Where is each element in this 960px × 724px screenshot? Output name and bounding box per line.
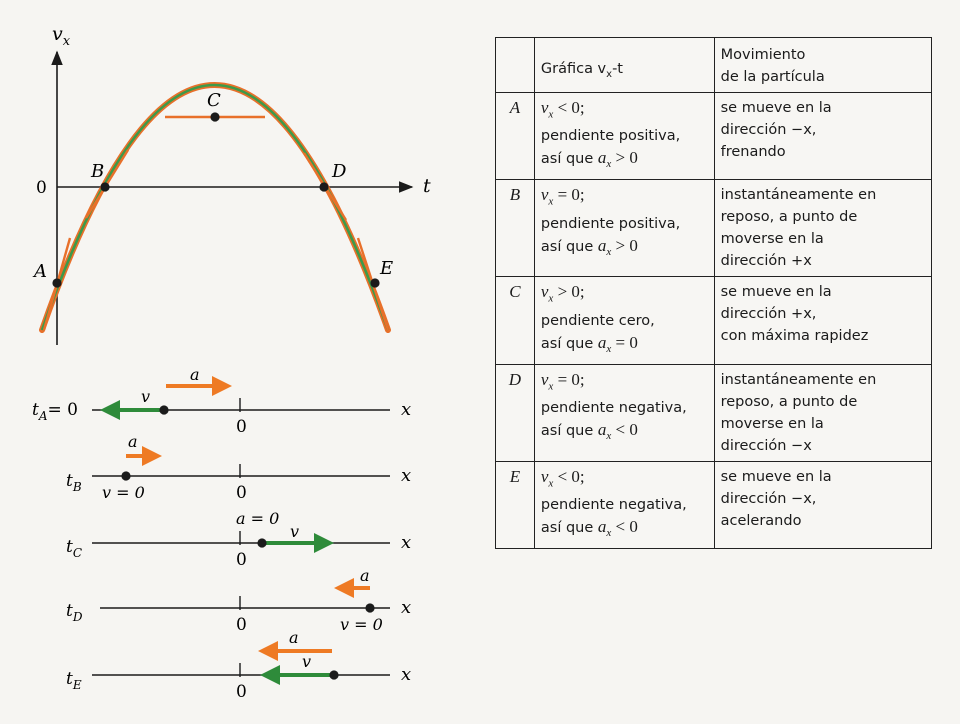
- table-body: [496, 93, 932, 549]
- row-motion-description: [714, 461, 931, 548]
- svg-text:tE: $t_E$: [66, 669, 82, 692]
- svg-text:a: a: [289, 628, 299, 647]
- point-a-label: A: [34, 261, 47, 282]
- motion-text-line: instantáneamente en: [720, 371, 877, 388]
- motion-text-line: dirección −x,: [720, 122, 817, 138]
- left-figure: [0, 0, 470, 720]
- row-graph-description: [534, 180, 714, 277]
- table-text: < 0: [611, 516, 638, 536]
- svg-text:v = 0: v = 0: [340, 615, 383, 634]
- table-text: a: [597, 235, 607, 255]
- point-d-label: D: [332, 161, 347, 182]
- svg-text:x: x: [401, 664, 412, 685]
- table-text: [541, 419, 708, 447]
- particle-b: [121, 471, 130, 480]
- table-text: así que: [540, 422, 598, 439]
- svg-text:v: v: [302, 652, 312, 671]
- row-graph-description: [534, 277, 714, 364]
- motion-text-line: instantáneamente en: [720, 187, 877, 204]
- motion-text-line: reposo, a punto de: [720, 393, 858, 410]
- motion-text-line: acelerando: [720, 512, 802, 529]
- table-text: x: [548, 292, 554, 305]
- table-text: así que: [540, 335, 598, 352]
- table-text: x: [548, 476, 554, 489]
- table-text: x: [548, 195, 554, 208]
- table-text: así que: [540, 151, 598, 168]
- vx-t-diagram: [0, 0, 470, 720]
- svg-text:x: x: [401, 532, 412, 553]
- motion-text-line: se mueve en la: [720, 100, 832, 116]
- vx-axis-label: $v_x$: [52, 23, 71, 49]
- svg-text:v: v: [141, 387, 151, 406]
- particle-d: [365, 603, 374, 612]
- motion-text-line: dirección −x,: [720, 490, 817, 507]
- point-e: [370, 278, 379, 287]
- svg-text:0: 0: [236, 682, 247, 702]
- motion-text-line: moverse en la: [720, 231, 824, 248]
- table-text: x: [548, 379, 554, 392]
- table-text: pendiente positiva,: [540, 215, 681, 232]
- table-row: [496, 364, 932, 461]
- table-text: [541, 332, 708, 360]
- table-text: pendiente negativa,: [540, 496, 687, 513]
- point-d: [319, 182, 328, 191]
- particle-a: [159, 405, 168, 414]
- table-text: > 0;: [553, 282, 585, 302]
- table-text: [541, 235, 708, 263]
- table-text: > 0: [611, 148, 638, 168]
- svg-text:tA= 0: $t_A= 0$: [32, 400, 78, 423]
- svg-text:0: 0: [236, 417, 247, 437]
- svg-text:a = 0: a = 0: [236, 509, 280, 528]
- motion-text-line: dirección +x: [720, 253, 812, 270]
- header-motion: Movimiento de la partícula: [714, 38, 931, 93]
- point-c: [210, 112, 219, 121]
- table-text: así que: [540, 519, 598, 536]
- table-text: x: [606, 158, 612, 171]
- table-row: [496, 461, 932, 548]
- header-graph: Gráfica $v_x-t$: [534, 38, 714, 93]
- svg-text:a: a: [128, 432, 138, 451]
- svg-text:x: x: [401, 597, 412, 618]
- table-text: < 0;: [553, 466, 585, 486]
- table-text: a: [597, 332, 607, 352]
- particle-e: [329, 670, 338, 679]
- point-b: [100, 182, 109, 191]
- header-empty-cell: [496, 38, 535, 93]
- row-motion-description: [714, 364, 931, 461]
- table-text: pendiente positiva,: [540, 128, 681, 145]
- svg-text:tC: $t_C$: [66, 537, 83, 560]
- table-text: > 0: [611, 235, 638, 255]
- row-graph-description: [534, 93, 714, 180]
- point-c-label: C: [207, 90, 221, 111]
- table-text: < 0: [611, 419, 638, 439]
- table-text: = 0;: [553, 369, 585, 389]
- origin-label: 0: [36, 178, 47, 198]
- motion-line-b: [66, 432, 411, 503]
- svg-text:tD: $t_D$: [66, 601, 83, 624]
- motion-text-line: se mueve en la: [720, 468, 832, 485]
- row-motion-description: [714, 93, 931, 180]
- table-text: [541, 184, 708, 212]
- table-text: x: [606, 245, 612, 258]
- motion-text-line: dirección −x: [720, 437, 812, 454]
- table-text: [541, 369, 708, 397]
- table-text: v: [540, 185, 549, 205]
- table-row: [496, 277, 932, 364]
- table-text: < 0;: [553, 98, 585, 117]
- table-text: x: [606, 342, 612, 355]
- t-axis-label: t: [423, 175, 431, 197]
- motion-line-a: [32, 365, 411, 437]
- svg-text:0: 0: [236, 615, 247, 635]
- particle-c: [257, 538, 266, 547]
- table-text: a: [597, 419, 607, 439]
- table-text: a: [597, 148, 607, 168]
- table-text: pendiente cero,: [540, 312, 655, 329]
- row-letter: D: [496, 364, 535, 461]
- svg-text:0: 0: [236, 550, 247, 570]
- table-text: [541, 97, 708, 125]
- table-text: x: [548, 108, 554, 121]
- motion-text-line: moverse en la: [720, 415, 824, 432]
- table-text: = 0: [611, 332, 638, 352]
- table-text: a: [597, 516, 607, 536]
- svg-text:0: 0: [236, 483, 247, 503]
- svg-text:v: v: [290, 522, 300, 541]
- svg-text:tB: $t_B$: [66, 471, 82, 494]
- table-text: x: [606, 526, 612, 539]
- table-text: v: [540, 282, 549, 302]
- row-letter: A: [496, 93, 535, 180]
- point-b-label: B: [91, 161, 105, 182]
- svg-text:a: a: [360, 566, 370, 585]
- motion-line-e: [66, 628, 411, 702]
- table-text: v: [540, 369, 549, 389]
- table-text: pendiente negativa,: [540, 399, 687, 416]
- svg-text:a: a: [190, 365, 200, 384]
- row-graph-description: [534, 461, 714, 548]
- table-text: v: [540, 466, 549, 486]
- row-letter: B: [496, 180, 535, 277]
- table-text: [541, 147, 708, 175]
- table-text: [541, 281, 708, 309]
- row-letter: E: [496, 461, 535, 548]
- table-row: [496, 93, 932, 180]
- point-a: [52, 278, 61, 287]
- table-text: así que: [540, 238, 598, 255]
- motion-text-line: con máxima rapidez: [720, 328, 869, 345]
- table-text: = 0;: [553, 185, 585, 205]
- row-motion-description: [714, 277, 931, 364]
- motion-line-d: [66, 566, 411, 635]
- motion-line-c: [66, 509, 411, 570]
- motion-text-line: frenando: [720, 144, 786, 160]
- table-text: [541, 516, 708, 544]
- motion-text-line: dirección +x,: [720, 306, 817, 323]
- row-graph-description: [534, 364, 714, 461]
- row-letter: C: [496, 277, 535, 364]
- svg-text:x: x: [401, 399, 412, 420]
- motion-table: [495, 37, 932, 549]
- table-row: [496, 180, 932, 277]
- table-text: [541, 466, 708, 494]
- svg-text:v = 0: v = 0: [102, 483, 145, 502]
- table-text: x: [606, 429, 612, 442]
- svg-text:x: x: [401, 465, 412, 486]
- table-text: v: [540, 98, 549, 117]
- point-e-label: E: [380, 258, 394, 279]
- table-header-row: [496, 38, 932, 93]
- motion-text-line: reposo, a punto de: [720, 209, 858, 226]
- motion-text-line: se mueve en la: [720, 284, 832, 301]
- row-motion-description: [714, 180, 931, 277]
